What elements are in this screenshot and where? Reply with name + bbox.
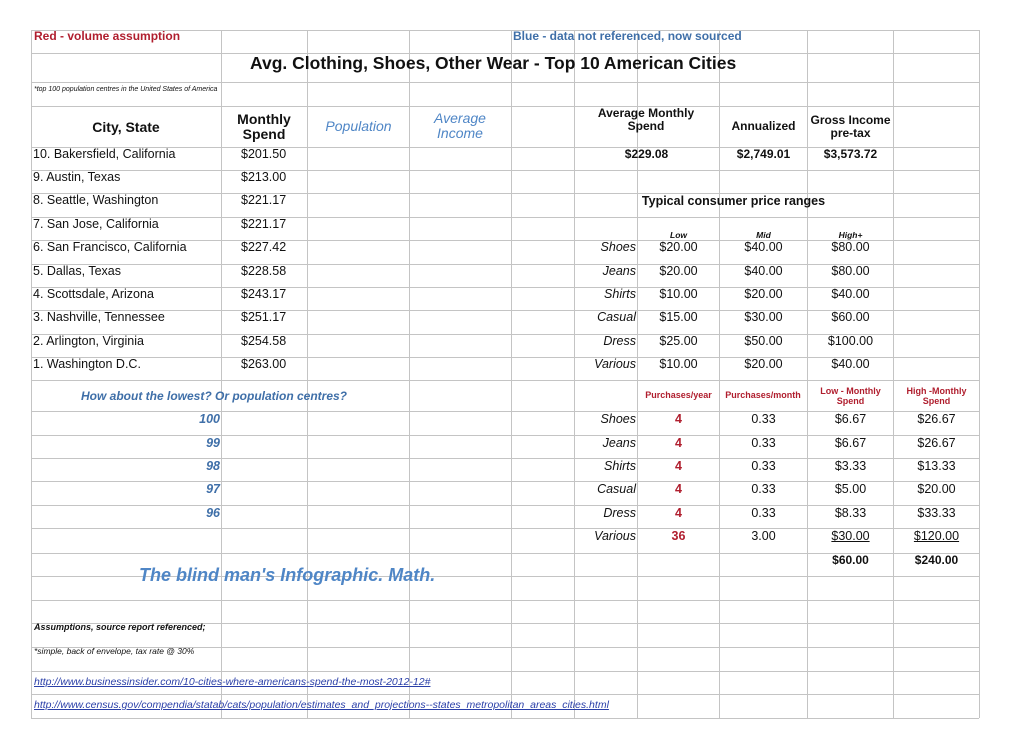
avg-monthly-value: $229.08 bbox=[624, 147, 669, 161]
city-name: 2. Arlington, Virginia bbox=[33, 334, 144, 348]
city-name: 1. Washington D.C. bbox=[33, 357, 141, 371]
city-monthly-spend: $254.58 bbox=[241, 334, 287, 348]
low-monthly-spend: $8.33 bbox=[834, 506, 867, 520]
price-low: $15.00 bbox=[659, 310, 698, 324]
price-item-label: Casual bbox=[597, 310, 636, 324]
city-name: 4. Scottsdale, Arizona bbox=[33, 287, 154, 301]
city-monthly-spend: $243.17 bbox=[241, 287, 287, 301]
price-low: $10.00 bbox=[659, 357, 698, 371]
price-high: $80.00 bbox=[831, 264, 870, 278]
lowest-rank: 98 bbox=[206, 459, 220, 473]
purchases-month-header: Purchases/month bbox=[725, 390, 801, 400]
purchases-per-year: 4 bbox=[675, 459, 682, 473]
assumptions-note: *simple, back of envelope, tax rate @ 30% bbox=[34, 646, 195, 656]
grid-vline bbox=[221, 30, 222, 718]
city-name: 8. Seattle, Washington bbox=[33, 193, 159, 207]
grid-hline bbox=[31, 82, 979, 83]
price-mid: $20.00 bbox=[744, 357, 783, 371]
price-low: $25.00 bbox=[659, 334, 698, 348]
high-monthly-spend: $13.33 bbox=[917, 459, 956, 473]
purchase-item-label: Shoes bbox=[600, 412, 636, 426]
high-monthly-spend: $20.00 bbox=[917, 482, 956, 496]
high-monthly-spend: $120.00 bbox=[913, 529, 960, 543]
price-item-label: Dress bbox=[603, 334, 636, 348]
purchases-per-month: 0.33 bbox=[751, 482, 776, 496]
grid-hline bbox=[31, 718, 979, 719]
grid-hline bbox=[31, 170, 979, 171]
assumptions-title: Assumptions, source report referenced; bbox=[34, 622, 206, 632]
lowest-question: How about the lowest? Or population centres? bbox=[81, 389, 348, 403]
purchases-per-month: 3.00 bbox=[751, 529, 776, 543]
grid-vline bbox=[719, 30, 720, 718]
purchases-per-year: 36 bbox=[671, 529, 686, 543]
legend-blue: Blue - data not referenced, now sourced bbox=[513, 29, 742, 43]
low-monthly-spend: $6.67 bbox=[834, 436, 867, 450]
purchase-item-label: Casual bbox=[597, 482, 636, 496]
header-city: City, State bbox=[92, 119, 160, 135]
source-link-businessinsider[interactable]: http://www.businessinsider.com/10-cities-where-americans-spend-the-most-2012-12# bbox=[34, 676, 431, 688]
price-high: $100.00 bbox=[827, 334, 874, 348]
purchases-per-year: 4 bbox=[675, 412, 682, 426]
grid-hline bbox=[31, 600, 979, 601]
price-low: $20.00 bbox=[659, 264, 698, 278]
price-high: $60.00 bbox=[831, 310, 870, 324]
price-item-label: Various bbox=[594, 357, 636, 371]
grid-vline bbox=[574, 30, 575, 718]
grid-vline bbox=[511, 30, 512, 718]
purchases-per-month: 0.33 bbox=[751, 436, 776, 450]
grid-hline bbox=[31, 671, 979, 672]
total-high-spend: $240.00 bbox=[914, 553, 959, 567]
footnote: *top 100 population centres in the United States of America bbox=[34, 86, 218, 93]
city-monthly-spend: $227.42 bbox=[241, 240, 287, 254]
price-low: $20.00 bbox=[659, 240, 698, 254]
city-monthly-spend: $221.17 bbox=[241, 193, 287, 207]
high-monthly-spend: $26.67 bbox=[917, 436, 956, 450]
header-gross-income: Gross Income pre-tax bbox=[810, 113, 891, 140]
purchases-year-header: Purchases/year bbox=[645, 390, 712, 400]
header-population: Population bbox=[325, 118, 392, 134]
grid-hline bbox=[31, 106, 979, 107]
price-item-label: Jeans bbox=[602, 264, 636, 278]
purchases-per-year: 4 bbox=[675, 506, 682, 520]
low-monthly-spend: $30.00 bbox=[831, 529, 870, 543]
price-mid: $40.00 bbox=[744, 264, 783, 278]
price-high: $40.00 bbox=[831, 287, 870, 301]
header-annualized: Annualized bbox=[731, 119, 796, 133]
purchases-per-year: 4 bbox=[675, 436, 682, 450]
city-name: 9. Austin, Texas bbox=[33, 170, 121, 184]
high-monthly-spend: $33.33 bbox=[917, 506, 956, 520]
purchase-item-label: Jeans bbox=[602, 436, 636, 450]
price-item-label: Shirts bbox=[604, 287, 636, 301]
purchases-per-month: 0.33 bbox=[751, 412, 776, 426]
price-high: $80.00 bbox=[831, 240, 870, 254]
header-average-income: Average Income bbox=[434, 110, 486, 141]
grid-vline bbox=[979, 30, 980, 718]
sheet-title: Avg. Clothing, Shoes, Other Wear - Top 10 American Cities bbox=[250, 53, 737, 73]
price-mid-header: Mid bbox=[756, 230, 771, 240]
grid-hline bbox=[31, 694, 979, 695]
price-mid: $40.00 bbox=[744, 240, 783, 254]
header-monthly-spend: Monthly Spend bbox=[237, 111, 291, 142]
price-ranges-title: Typical consumer price ranges bbox=[641, 194, 826, 208]
low-monthly-spend: $5.00 bbox=[834, 482, 867, 496]
city-monthly-spend: $228.58 bbox=[241, 264, 287, 278]
grid-vline bbox=[409, 30, 410, 718]
city-monthly-spend: $251.17 bbox=[241, 310, 287, 324]
annualized-value: $2,749.01 bbox=[736, 147, 791, 161]
price-item-label: Shoes bbox=[600, 240, 636, 254]
grid-vline bbox=[893, 30, 894, 718]
header-avg-monthly-spend: Average Monthly Spend bbox=[597, 106, 695, 133]
low-monthly-spend: $3.33 bbox=[834, 459, 867, 473]
purchases-per-year: 4 bbox=[675, 482, 682, 496]
low-monthly-spend-header: Low - Monthly Spend bbox=[820, 386, 881, 406]
high-monthly-spend: $26.67 bbox=[917, 412, 956, 426]
grid-hline bbox=[31, 217, 979, 218]
price-low: $10.00 bbox=[659, 287, 698, 301]
lowest-rank: 99 bbox=[206, 436, 220, 450]
city-name: 3. Nashville, Tennessee bbox=[33, 310, 165, 324]
total-low-spend: $60.00 bbox=[832, 553, 869, 567]
price-mid: $20.00 bbox=[744, 287, 783, 301]
city-name: 10. Bakersfield, California bbox=[33, 147, 176, 161]
purchase-item-label: Dress bbox=[603, 506, 636, 520]
city-monthly-spend: $263.00 bbox=[241, 357, 287, 371]
purchases-per-month: 0.33 bbox=[751, 459, 776, 473]
city-name: 5. Dallas, Texas bbox=[33, 264, 122, 278]
price-low-header: Low bbox=[670, 230, 687, 240]
city-name: 6. San Francisco, California bbox=[33, 240, 187, 254]
lowest-rank: 97 bbox=[206, 482, 220, 496]
low-monthly-spend: $6.67 bbox=[834, 412, 867, 426]
purchase-item-label: Various bbox=[594, 529, 636, 543]
price-high: $40.00 bbox=[831, 357, 870, 371]
city-name: 7. San Jose, California bbox=[33, 217, 159, 231]
infographic-title: The blind man's Infographic. Math. bbox=[139, 565, 436, 585]
grid-hline bbox=[31, 193, 979, 194]
lowest-rank: 100 bbox=[199, 412, 220, 426]
purchase-item-label: Shirts bbox=[604, 459, 636, 473]
source-link-census[interactable]: http://www.census.gov/compendia/statab/cats/population/estimates_and_projections--states_metropolitan_areas_cities.html bbox=[34, 699, 609, 711]
high-monthly-spend-header: High -Monthly Spend bbox=[906, 386, 967, 406]
purchases-per-month: 0.33 bbox=[751, 506, 776, 520]
price-mid: $50.00 bbox=[744, 334, 783, 348]
gross-income-value: $3,573.72 bbox=[823, 147, 878, 161]
lowest-rank: 96 bbox=[206, 506, 220, 520]
price-high-header: High+ bbox=[838, 230, 863, 240]
price-mid: $30.00 bbox=[744, 310, 783, 324]
grid-hline bbox=[31, 380, 979, 381]
city-monthly-spend: $213.00 bbox=[241, 170, 287, 184]
city-monthly-spend: $201.50 bbox=[241, 147, 287, 161]
grid-vline bbox=[637, 30, 638, 718]
legend-red: Red - volume assumption bbox=[34, 29, 181, 43]
city-monthly-spend: $221.17 bbox=[241, 217, 287, 231]
